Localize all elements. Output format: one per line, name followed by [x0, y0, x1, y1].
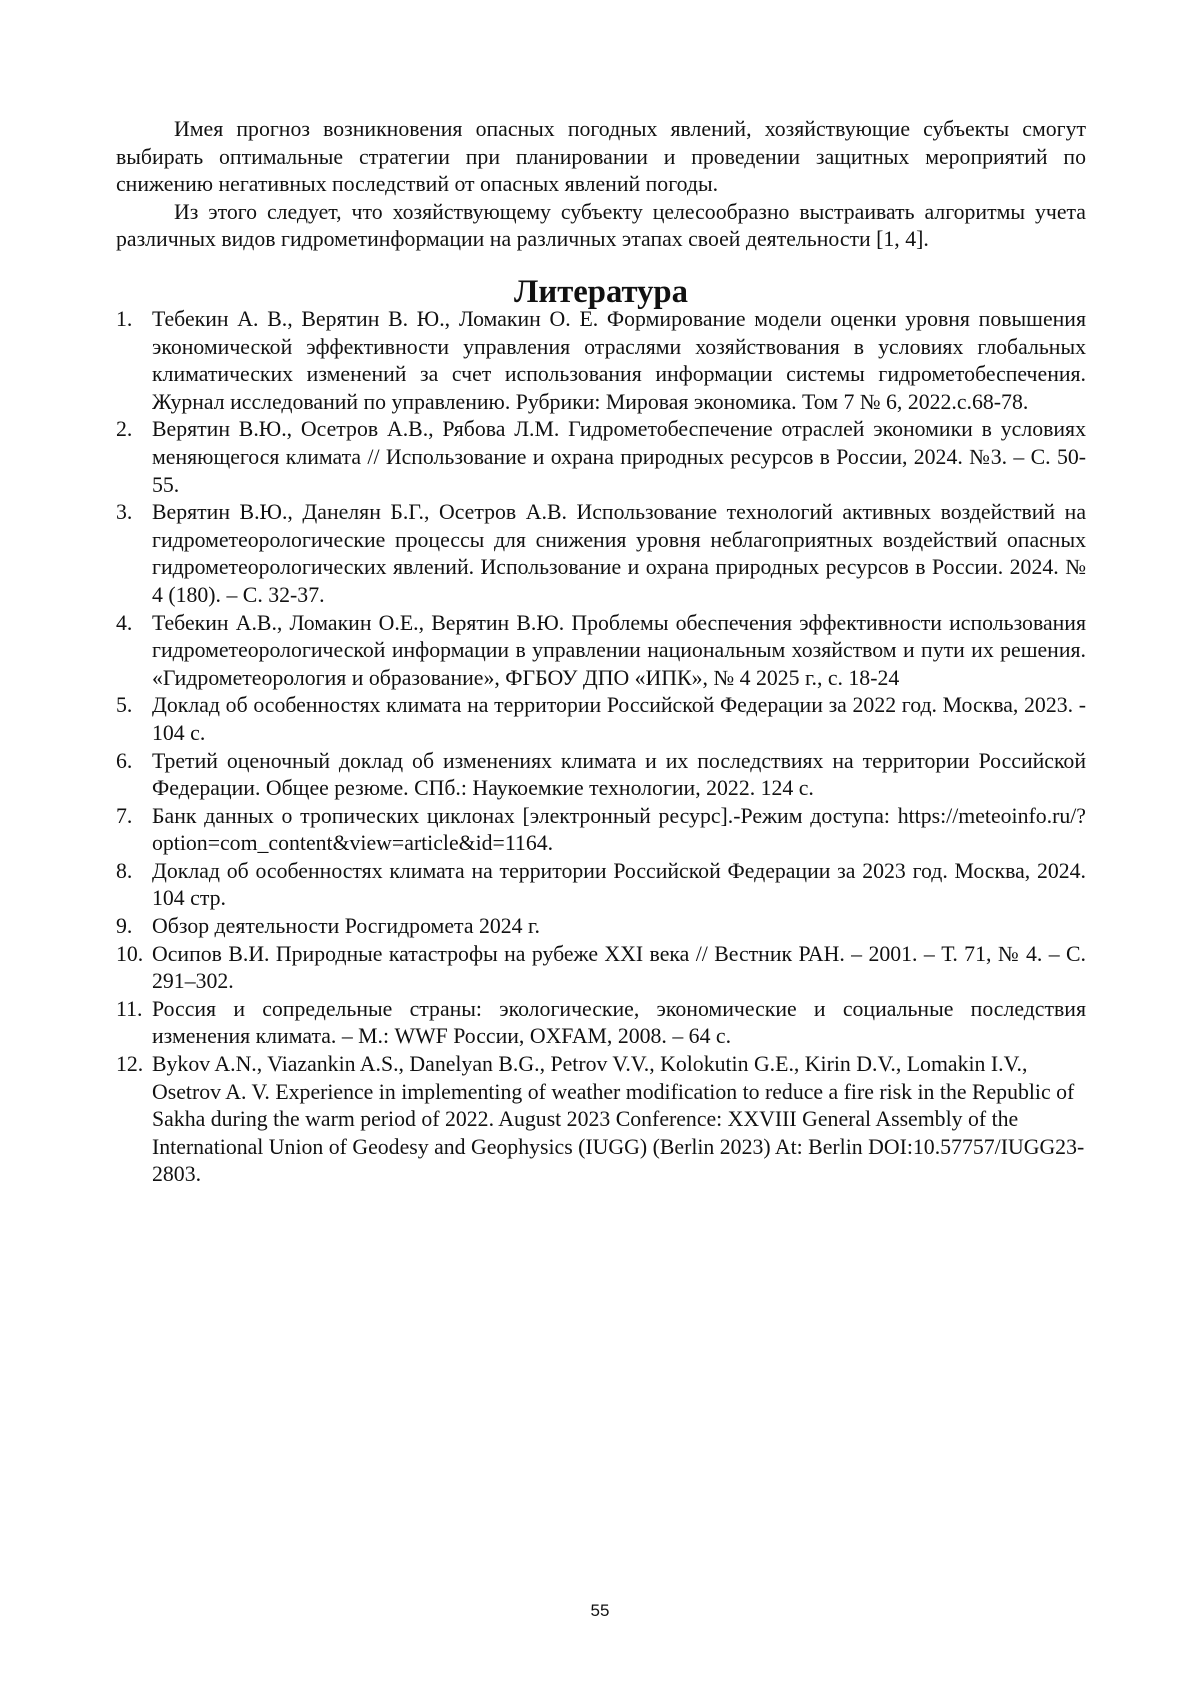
- page-number: 55: [590, 1601, 610, 1620]
- references-list: [116, 306, 1086, 1189]
- reference-item: [116, 692, 1086, 747]
- reference-text: Тебекин А.В., Ломакин О.Е., Верятин В.Ю. Проблемы обеспечения эффективности использования гидрометеорологической информации в управлении национальным хозяйством и пути их решения. «Гидрометеорология и образование», ФГБОУ ДПО «ИПК», № 4 2025 г., с. 18-24: [152, 610, 1086, 690]
- reference-text: Тебекин А. В., Верятин В. Ю., Ломакин О. Е. Формирование модели оценки уровня повышения экономической эффективности управления отраслями хозяйствования в условиях глобальных климатических изменений за счет использования информации системы гидрометобеспечения. Журнал исследований по управлению. Рубрики: Мировая экономика. Том 7 № 6, 2022.с.68-78.: [152, 307, 1086, 414]
- reference-item: [116, 610, 1086, 693]
- reference-text: Верятин В.Ю., Осетров А.В., Рябова Л.М. Гидрометобеспечение отраслей экономики в условиях меняющегося климата // Использование и охрана природных ресурсов в России, 2024. №3. – С. 50-55.: [152, 417, 1086, 497]
- reference-number: 11.: [116, 996, 143, 1021]
- reference-item: [116, 499, 1086, 609]
- reference-number: 10.: [116, 941, 144, 966]
- reference-item: [116, 913, 1086, 941]
- paragraph: Из этого следует, что хозяйствующему субъекту целесообразно выстраивать алгоритмы учета различных видов гидрометинформации на различных этапах своей деятельности [1, 4].: [116, 199, 1086, 252]
- reference-item: [116, 416, 1086, 499]
- reference-number: 9.: [116, 914, 133, 939]
- reference-item: [116, 941, 1086, 996]
- reference-number: 5.: [116, 693, 133, 718]
- paragraph: Имея прогноз возникновения опасных погодных явлений, хозяйствующие субъекты смогут выбирать оптимальные стратегии при планировании и проведении защитных мероприятий по снижению негативных последствий от опасных явлений погоды.: [116, 117, 1086, 197]
- reference-item: [116, 748, 1086, 803]
- reference-text: Третий оценочный доклад об изменениях климата и их последствиях на территории Российской Федерации. Общее резюме. СПб.: Наукоемкие технологии, 2022. 124 с.: [152, 748, 1086, 801]
- reference-number: 2.: [116, 417, 133, 442]
- reference-text: Доклад об особенностях климата на территории Российской Федерации за 2022 год. Москва, 2023. - 104 с.: [152, 693, 1086, 745]
- reference-text: Bykov A.N., Viazankin A.S., Danelyan B.G., Petrov V.V., Kolokutin G.E., Kirin D.V., Lomakin I.V., Osetrov A. V. Experience in implementing of weather modification to reduce a fire risk in the Republic of Sakha during the warm period of 2022. August 2023 Conference: XXVIII General Assembly of the International Union of Geodesy and Geophysics (IUGG) (Berlin 2023) At: Berlin DOI:10.57757/IUGG23-2803.: [152, 1052, 1085, 1187]
- reference-text: Банк данных о тропических циклонах [электронный ресурс].-Режим доступа: https://meteoinfo.ru/?option=com_content&view=article&id=1164.: [152, 803, 1086, 856]
- reference-number: 12.: [116, 1052, 144, 1077]
- references-heading: Литература: [514, 274, 688, 310]
- reference-text: Россия и сопредельные страны: экологические, экономические и социальные последствия изменения климата. – М.: WWF России, OXFAM, 2008. – 64 с.: [152, 996, 1086, 1049]
- reference-text: Осипов В.И. Природные катастрофы на рубеже XXI века // Вестник РАН. – 2001. – Т. 71, № 4. – С. 291–302.: [152, 941, 1086, 994]
- reference-item: [116, 858, 1086, 913]
- body-text: [116, 116, 1086, 254]
- reference-item: [116, 803, 1086, 858]
- reference-number: 6.: [116, 748, 133, 773]
- reference-number: 3.: [116, 500, 133, 525]
- reference-text: Обзор деятельности Росгидромета 2024 г.: [152, 914, 540, 939]
- reference-text: Верятин В.Ю., Данелян Б.Г., Осетров А.В. Использование технологий активных воздействий на гидрометеорологические процессы для снижения уровня неблагоприятных воздействий опасных гидрометеорологических явлений. Использование и охрана природных ресурсов в России. 2024. № 4 (180). – С. 32-37.: [152, 500, 1086, 607]
- reference-item: [116, 306, 1086, 416]
- reference-item: [116, 996, 1086, 1051]
- reference-item: [116, 1051, 1086, 1189]
- reference-number: 1.: [116, 307, 133, 331]
- reference-number: 8.: [116, 858, 133, 883]
- reference-number: 7.: [116, 803, 133, 828]
- reference-number: 4.: [116, 610, 133, 635]
- reference-text: Доклад об особенностях климата на территории Российской Федерации за 2023 год. Москва, 2024. 104 стр.: [152, 858, 1086, 911]
